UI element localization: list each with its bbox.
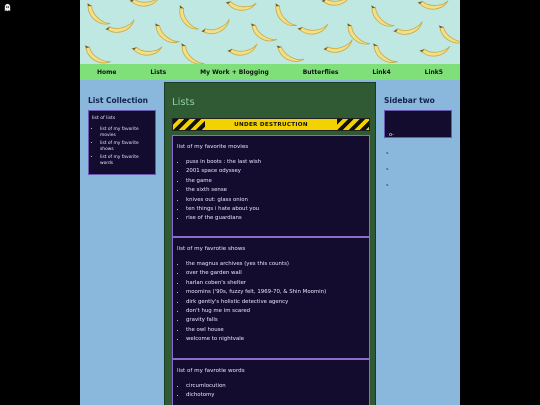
list-item: • over the garden wall xyxy=(186,269,365,278)
movies-panel-title: list of my favorite movies xyxy=(177,144,249,150)
under-destruction-banner xyxy=(172,118,370,131)
right-sidebar-box xyxy=(384,110,452,138)
banana-pattern-banner xyxy=(80,0,460,64)
list-item: • the game xyxy=(186,177,365,186)
list-item: • gravity falls xyxy=(186,316,365,325)
list-item: • welcome to nightvale xyxy=(186,335,365,344)
list-item: • the sixth sense xyxy=(186,186,365,195)
site-container xyxy=(80,0,460,405)
list-item: • rise of the guardians xyxy=(186,214,365,223)
page-title: Lists xyxy=(172,97,195,108)
list-collection-links xyxy=(92,127,152,167)
right-sidebar-box-text: o- xyxy=(389,132,394,138)
shows-panel-title: list of my favrotie shows xyxy=(177,246,246,252)
list-item: • moomins ('90s, fuzzy felt, 1969-70, & Shin Moomin) xyxy=(186,288,365,297)
nav-link-my-work[interactable]: My Work + Blogging xyxy=(200,68,269,76)
hazard-stripes-left xyxy=(173,119,205,130)
nav-link-link5[interactable]: Link5 xyxy=(424,68,443,76)
movies-panel xyxy=(172,135,370,237)
list-item: • knives out: glass onion xyxy=(186,196,365,205)
main-nav xyxy=(80,64,460,80)
under-destruction-text: UNDER DESTRUCTION xyxy=(234,121,308,128)
list-item: • harlan coben's shelter xyxy=(186,279,365,288)
list-collection-box-title: list of lists xyxy=(92,116,116,121)
nav-link-lists[interactable]: Lists xyxy=(150,68,167,76)
right-sidebar-mark: - xyxy=(386,182,389,189)
nav-link-link4[interactable]: Link4 xyxy=(372,68,391,76)
right-sidebar-title: Sidebar two xyxy=(384,96,435,105)
banana-icon xyxy=(80,0,460,64)
left-sidebar-title: List Collection xyxy=(88,96,148,105)
shows-panel xyxy=(172,237,370,359)
list-item: • the magnus archives (yes this counts) xyxy=(186,260,365,269)
list-link-movies[interactable]: • list of my favorite movies xyxy=(100,127,152,139)
right-sidebar-mark: - xyxy=(386,166,389,173)
list-item: • dirk gently's holistic detective agency xyxy=(186,298,365,307)
nav-link-home[interactable]: Home xyxy=(96,68,117,76)
list-link-shows[interactable]: • list of my favorite shows xyxy=(100,141,152,153)
nav-link-butterflies[interactable]: Butterflies xyxy=(302,68,339,76)
ghost-icon xyxy=(3,3,12,12)
movies-list xyxy=(177,158,365,224)
list-item: • the owl house xyxy=(186,326,365,335)
left-sidebar xyxy=(88,96,156,175)
shows-list xyxy=(177,260,365,345)
main-content xyxy=(164,82,376,405)
right-sidebar xyxy=(384,96,452,189)
list-link-words[interactable]: • list of my favorite words xyxy=(100,155,152,167)
words-panel-title: list of my favrotie words xyxy=(177,368,245,374)
list-item: • puss in boots : the last wish xyxy=(186,158,365,167)
words-list xyxy=(177,382,365,401)
list-collection-box xyxy=(88,110,156,175)
list-item: • don't hug me im scared xyxy=(186,307,365,316)
list-item: • 2001 space odyssey xyxy=(186,167,365,176)
list-item: • dichotomy xyxy=(186,391,365,400)
list-item: • circumlocution xyxy=(186,382,365,391)
list-item: • ten things i hate about you xyxy=(186,205,365,214)
words-panel xyxy=(172,359,370,405)
hazard-stripes-right xyxy=(337,119,369,130)
right-sidebar-mark: - xyxy=(386,150,389,157)
